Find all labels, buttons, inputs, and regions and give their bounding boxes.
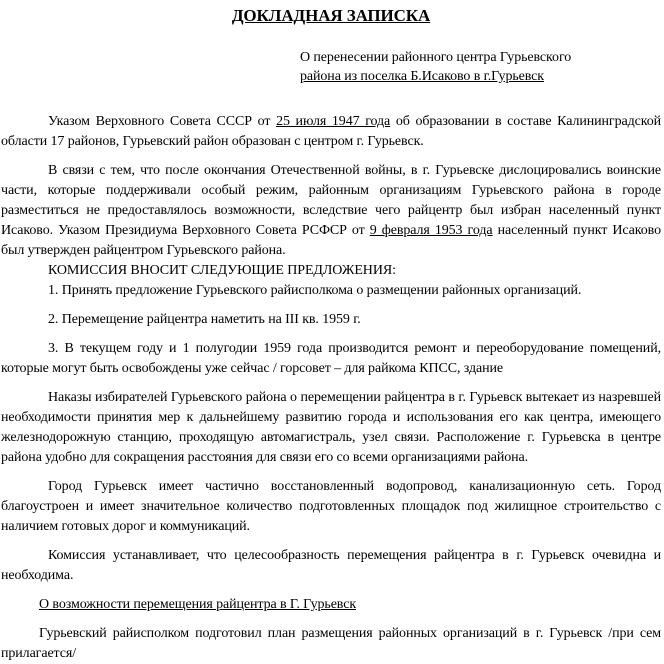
decree-1953-date: 9 февраля 1953 года	[369, 223, 493, 238]
proposal-item-1: 1. Принять предложение Гурьевского райисполкома о размещении районных организаций.	[48, 283, 582, 298]
paragraph-city-infrastructure: Город Гурьевск имеет частично восстановленный водопровод, канализационную сеть. Город благоустроен и имеет значительное количество подготовленных площадок под жилищное строительство с наличием готовых дорог и коммуникаций.	[1, 479, 661, 534]
decree-1947-text-before: Указом Верховного Совета СССР от	[48, 114, 277, 129]
proposal-item-3: 3. В текущем году и 1 полугодии 1959 года производится ремонт и переоборудование помещений, которые могут быть освобождены уже сейчас / горсовет – для райкома КПСС, здание	[1, 341, 661, 376]
relocation-possibility-heading-text: О возможности перемещения райцентра в Г. Гурьевск	[39, 597, 357, 612]
document-subject	[300, 48, 661, 86]
decree-1953-text-after: населенный пункт Исаково был утвержден райцентром Гурьевского района.	[1, 223, 661, 258]
document-title: ДОКЛАДНАЯ ЗАПИСКА	[231, 6, 431, 25]
document-subject-line1: О перенесении районного центра Гурьевского	[300, 50, 572, 65]
paragraph-final-plan: Гурьевский райисполком подготовил план размещения районных организаций в г. Гурьевск /при сем прилагается/	[1, 626, 661, 661]
paragraph-decree-1953	[1, 161, 661, 261]
decree-1947-text-after: об образовании в составе Калининградской области 17 районов, Гурьевский район образован с центром г. Гурьевск.	[1, 114, 661, 149]
decree-1947-date: 25 июля 1947 года	[276, 114, 391, 129]
relocation-possibility-heading	[1, 595, 661, 615]
document-subject-line2: района из поселка Б.Исаково в г.Гурьевск	[300, 69, 544, 84]
decree-1953-text-before: В связи с тем, что после окончания Отечественной войны, в г. Гурьевске дислоцировались воинские части, которые поддерживали особый режим, районным организациям Гурьевского района в городе разместиться не предоставлялось возможности, вследствие чего райцентр был избран населенный пункт Исаково. Указом Президиума Верховного Совета РСФСР от	[1, 163, 661, 238]
paragraph-decree-1947	[1, 112, 661, 152]
paragraph-commission-conclusion: Комиссия устанавливает, что целесообразность перемещения райцентра в г. Гурьевск очевидна и необходима.	[1, 548, 661, 583]
commission-proposals-heading: КОМИССИЯ ВНОСИТ СЛЕДУЮЩИЕ ПРЕДЛОЖЕНИЯ:	[48, 263, 396, 278]
paragraph-voters-mandates: Наказы избирателей Гурьевского района о перемещении райцентра в г. Гурьевск вытекает из назревшей необходимости принятия мер к дальнейшему развитию города и использования его как центра, имеющего железнодорожную станцию, проходящую автомагистраль, узел связи. Расположение г. Гурьевска в центре района удобно для сокращения расстояния для связи его со всеми организациями района.	[1, 390, 661, 465]
proposal-item-2: 2. Перемещение райцентра наметить на III кв. 1959 г.	[48, 312, 361, 327]
